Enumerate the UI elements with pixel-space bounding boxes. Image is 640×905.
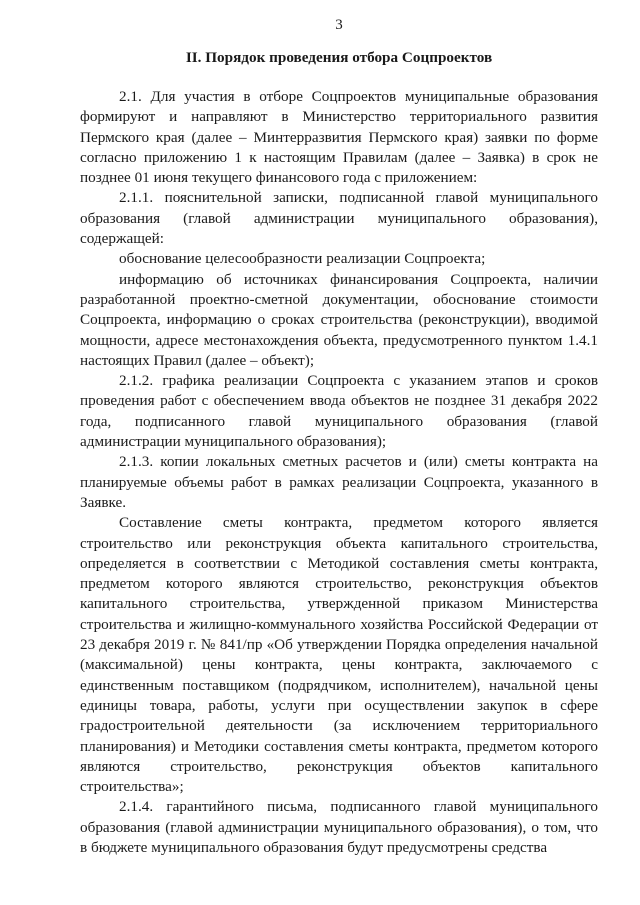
paragraph-2-1-2: 2.1.2. графика реализации Соцпроекта с указанием этапов и сроков проведения работ с обеспечением ввода объектов не позднее 31 декабря 2022 года, подписанного главой муниципального образования (главой администрации муниципального образования); bbox=[80, 372, 598, 451]
document-page bbox=[80, 0, 598, 905]
paragraph-2-1-4: 2.1.4. гарантийного письма, подписанного главой муниципального образования (главой администрации муниципального образования), о том, что в бюджете муниципального образования будут предусмотрены средства bbox=[80, 798, 598, 856]
page-number: 3 bbox=[335, 17, 343, 33]
paragraph-2-1-3: 2.1.3. копии локальных сметных расчетов и (или) сметы контракта на планируемые объемы работ в рамках реализации Соцпроекта, указанного в Заявке. bbox=[80, 453, 598, 511]
section-title: II. Порядок проведения отбора Соцпроектов bbox=[185, 49, 493, 66]
body-text bbox=[80, 87, 598, 858]
paragraph-financing-info: информацию об источниках финансирования Соцпроекта, наличии разработанной проектно-сметной документации, обоснование стоимости Соцпроекта, информацию о сроках строительства (реконструкции), вводимой мощности, адресе местонахождения объекта, предусмотренного пунктом 1.4.1 настоящих Правил (далее – объект); bbox=[80, 270, 598, 369]
paragraph-2-1-1: 2.1.1. пояснительной записки, подписанной главой муниципального образования (главой администрации муниципального образования), содержащей: bbox=[80, 189, 598, 248]
paragraph-justification: обоснование целесообразности реализации Соцпроекта; bbox=[119, 250, 486, 268]
paragraph-2-1: 2.1. Для участия в отборе Соцпроектов муниципальные образования формируют и направляют в Министерство территориального развития Пермского края (далее – Минтерразвития Пермского края) заявки по форме согласно приложению 1 к настоящим Правилам (далее – Заявка) в срок не позднее 01 июня текущего финансового года с приложением: bbox=[80, 88, 598, 187]
paragraph-estimate-contract: Составление сметы контракта, предметом которого является строительство или реконструкция объекта капитального строительства, определяется в соответствии с Методикой составления сметы контракта, предметом которого являются строительство, реконструкция объектов капитального строительства, утвержденной приказом Министерства строительства и жилищно-коммунального хозяйства Российской Федерации от 23 декабря 2019 г. № 841/пр «Об утверждении Порядка определения начальной (максимальной) цены контракта, цены контракта, заключаемого с единственным поставщиком (подрядчиком, исполнителем), начальной цены единицы товара, работы, услуги при осуществлении закупок в сфере градостроительной деятельности (за исключением территориального планирования) и Методики составления сметы контракта, предметом которого являются строительство, реконструкция объектов капитального строительства»; bbox=[80, 514, 598, 796]
